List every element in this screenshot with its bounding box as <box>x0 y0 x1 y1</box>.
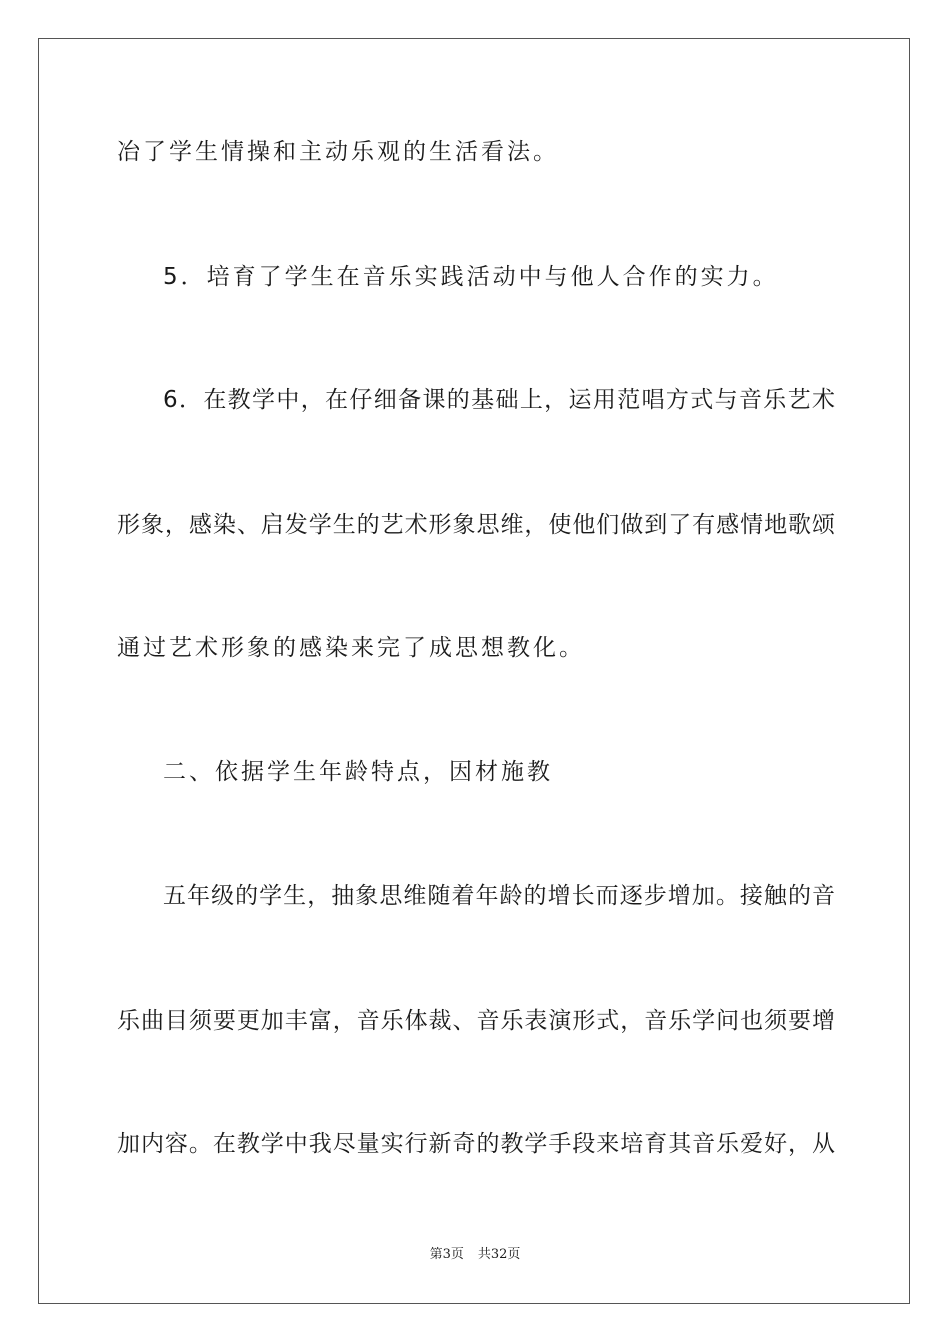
page-frame <box>38 38 910 1304</box>
body-line-8: 乐曲目须要更加丰富，音乐体裁、音乐表演形式，音乐学问也须要增 <box>117 1008 835 1034</box>
body-line-1: 冶了学生情操和主动乐观的生活看法。 <box>117 139 559 165</box>
body-line-2: 5．培育了学生在音乐实践活动中与他人合作的实力。 <box>163 264 779 290</box>
body-line-4: 形象，感染、启发学生的艺术形象思维，使他们做到了有感情地歌颂 <box>117 512 835 538</box>
section-heading: 二、依据学生年龄特点，因材施教 <box>163 759 553 785</box>
body-line-5: 通过艺术形象的感染来完了成思想教化。 <box>117 635 585 661</box>
page-footer <box>0 1246 950 1264</box>
body-line-3: 6．在教学中，在仔细备课的基础上，运用范唱方式与音乐艺术 <box>163 387 835 413</box>
page-number: 第3页 <box>429 1247 464 1262</box>
body-line-9: 加内容。在教学中我尽量实行新奇的教学手段来培育其音乐爱好，从 <box>117 1131 835 1157</box>
page-total: 共32页 <box>477 1247 521 1262</box>
body-line-7: 五年级的学生，抽象思维随着年龄的增长而逐步增加。接触的音 <box>163 883 835 909</box>
